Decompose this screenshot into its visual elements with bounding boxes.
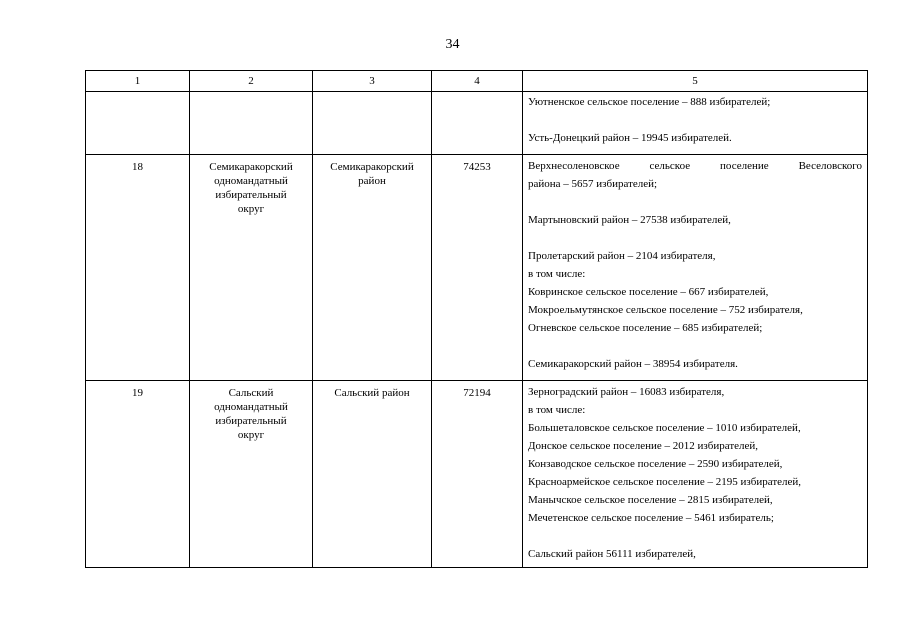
cell-territory <box>313 155 432 381</box>
composition-line: Красноармейское сельское поселение – 2195 избирателей, <box>528 476 802 488</box>
composition-line: Зерноградский район – 16083 избирателя, <box>528 386 725 398</box>
table-row <box>86 92 868 155</box>
district-name-line: одномандатный <box>214 401 288 413</box>
cell-district-name <box>190 92 313 155</box>
territory-line: район <box>358 175 386 187</box>
composition-line: Огневское сельское поселение – 685 избирателей; <box>528 322 763 334</box>
composition-line: Уютненское сельское поселение – 888 избирателей; <box>528 96 771 108</box>
composition-line: Мокроельмутянское сельское поселение – 752 избирателя, <box>528 304 803 316</box>
cell-voters: 72194 <box>432 381 523 568</box>
composition-line: Усть-Донецкий район – 19945 избирателей. <box>528 132 732 144</box>
cell-composition <box>523 92 868 155</box>
districts-table <box>85 70 868 568</box>
district-name-line: округ <box>237 429 265 441</box>
composition-line <box>528 337 862 355</box>
composition-line: Мартыновский район – 27538 избирателей, <box>528 214 731 226</box>
table-header-row <box>86 71 868 92</box>
composition-line <box>528 193 862 211</box>
column-header: 1 <box>86 71 190 92</box>
cell-voters: 74253 <box>432 155 523 381</box>
cell-number <box>86 92 190 155</box>
district-name-line: округ <box>237 203 265 215</box>
cell-district-name <box>190 381 313 568</box>
cell-composition <box>523 155 868 381</box>
composition-line: в том числе: <box>528 268 586 280</box>
cell-voters <box>432 92 523 155</box>
territory-line: Семикаракорский <box>330 161 414 173</box>
composition-line: Конзаводское сельское поселение – 2590 избирателей, <box>528 458 783 470</box>
composition-line: Большеталовское сельское поселение – 1010 избирателей, <box>528 422 801 434</box>
district-name-line: одномандатный <box>214 175 288 187</box>
composition-line: Донское сельское поселение – 2012 избирателей, <box>528 440 759 452</box>
composition-line: в том числе: <box>528 404 586 416</box>
composition-line: Пролетарский район – 2104 избирателя, <box>528 250 716 262</box>
page-number: 34 <box>445 37 460 52</box>
column-header: 4 <box>432 71 523 92</box>
composition-line: Сальский район 56111 избирателей, <box>528 548 696 560</box>
column-header: 3 <box>313 71 432 92</box>
cell-number: 18 <box>86 155 190 381</box>
composition-line <box>528 229 862 247</box>
cell-territory <box>313 92 432 155</box>
territory-line: Сальский район <box>334 387 410 399</box>
cell-number: 19 <box>86 381 190 568</box>
composition-line <box>528 111 862 129</box>
cell-district-name <box>190 155 313 381</box>
table-row <box>86 155 868 381</box>
cell-composition <box>523 381 868 568</box>
composition-line: Верхнесоленовское сельское поселение Веселовского <box>528 160 862 172</box>
composition-line: района – 5657 избирателей; <box>528 178 658 190</box>
district-name-line: избирательный <box>215 415 287 427</box>
composition-line <box>528 527 862 545</box>
column-header: 2 <box>190 71 313 92</box>
composition-line: Семикаракорский район – 38954 избирателя. <box>528 358 738 370</box>
cell-territory <box>313 381 432 568</box>
composition-line: Манычское сельское поселение – 2815 избирателей, <box>528 494 773 506</box>
table-row <box>86 381 868 568</box>
column-header: 5 <box>523 71 868 92</box>
composition-line: Ковринское сельское поселение – 667 избирателей, <box>528 286 769 298</box>
district-name-line: Сальский <box>228 387 274 399</box>
district-name-line: Семикаракорский <box>209 161 293 173</box>
composition-line: Мечетенское сельское поселение – 5461 избиратель; <box>528 512 774 524</box>
district-name-line: избирательный <box>215 189 287 201</box>
